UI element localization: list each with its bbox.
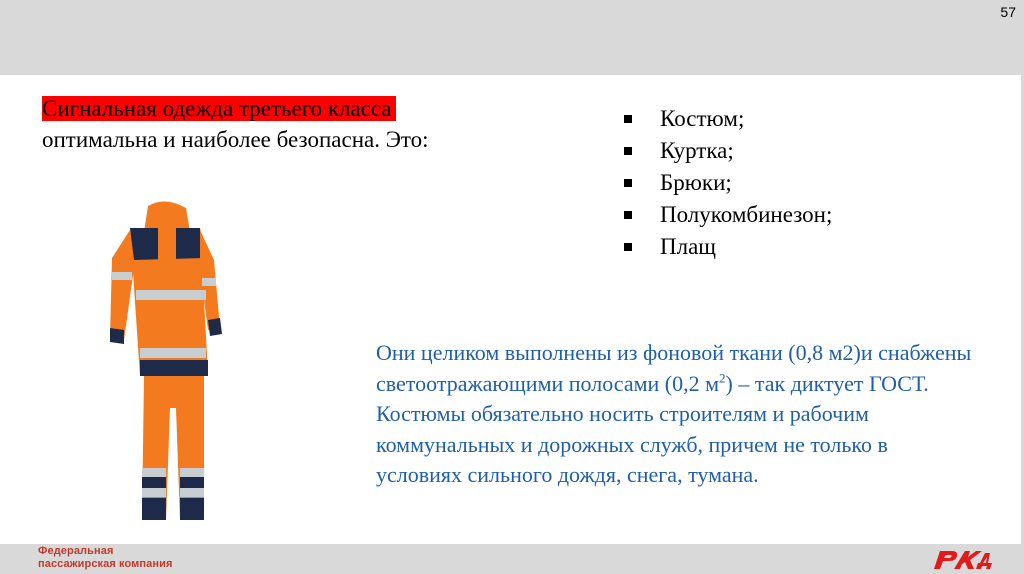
- signal-suit-image: [100, 198, 230, 530]
- bullet-icon: [624, 147, 632, 155]
- header-band: [0, 0, 1024, 75]
- description-text: Они целиком выполнены из фоновой ткани (0,8 м2)и снабжены светоотражающими полосами (0,2 $м^2$) – так диктует ГОСТ. Костюмы обязательно носить строителям и рабочим коммунальных и дорожных служб, причем не только в условиях сильного дождя, снега, тумана.: [376, 340, 972, 487]
- heading-highlight: Сигнальная одежда третьего класса: [42, 96, 396, 121]
- list-item: Полукомбинезон;: [622, 199, 832, 231]
- bullet-icon: [624, 179, 632, 187]
- bullet-icon: [624, 211, 632, 219]
- slide-heading: [42, 93, 562, 155]
- list-item: Куртка;: [622, 135, 832, 167]
- bullet-icon: [624, 243, 632, 251]
- page-number: 57: [1000, 4, 1016, 20]
- bullet-icon: [624, 115, 632, 123]
- list-item: Плащ: [622, 231, 832, 263]
- rzd-logo-icon: [932, 547, 994, 571]
- list-item: Брюки;: [622, 167, 832, 199]
- heading-rest: оптимальна и наиболее безопасна. Это:: [42, 127, 429, 152]
- clothing-list: [622, 103, 832, 263]
- company-name: Федеральная пассажирская компания: [38, 545, 173, 570]
- list-item: Костюм;: [622, 103, 832, 135]
